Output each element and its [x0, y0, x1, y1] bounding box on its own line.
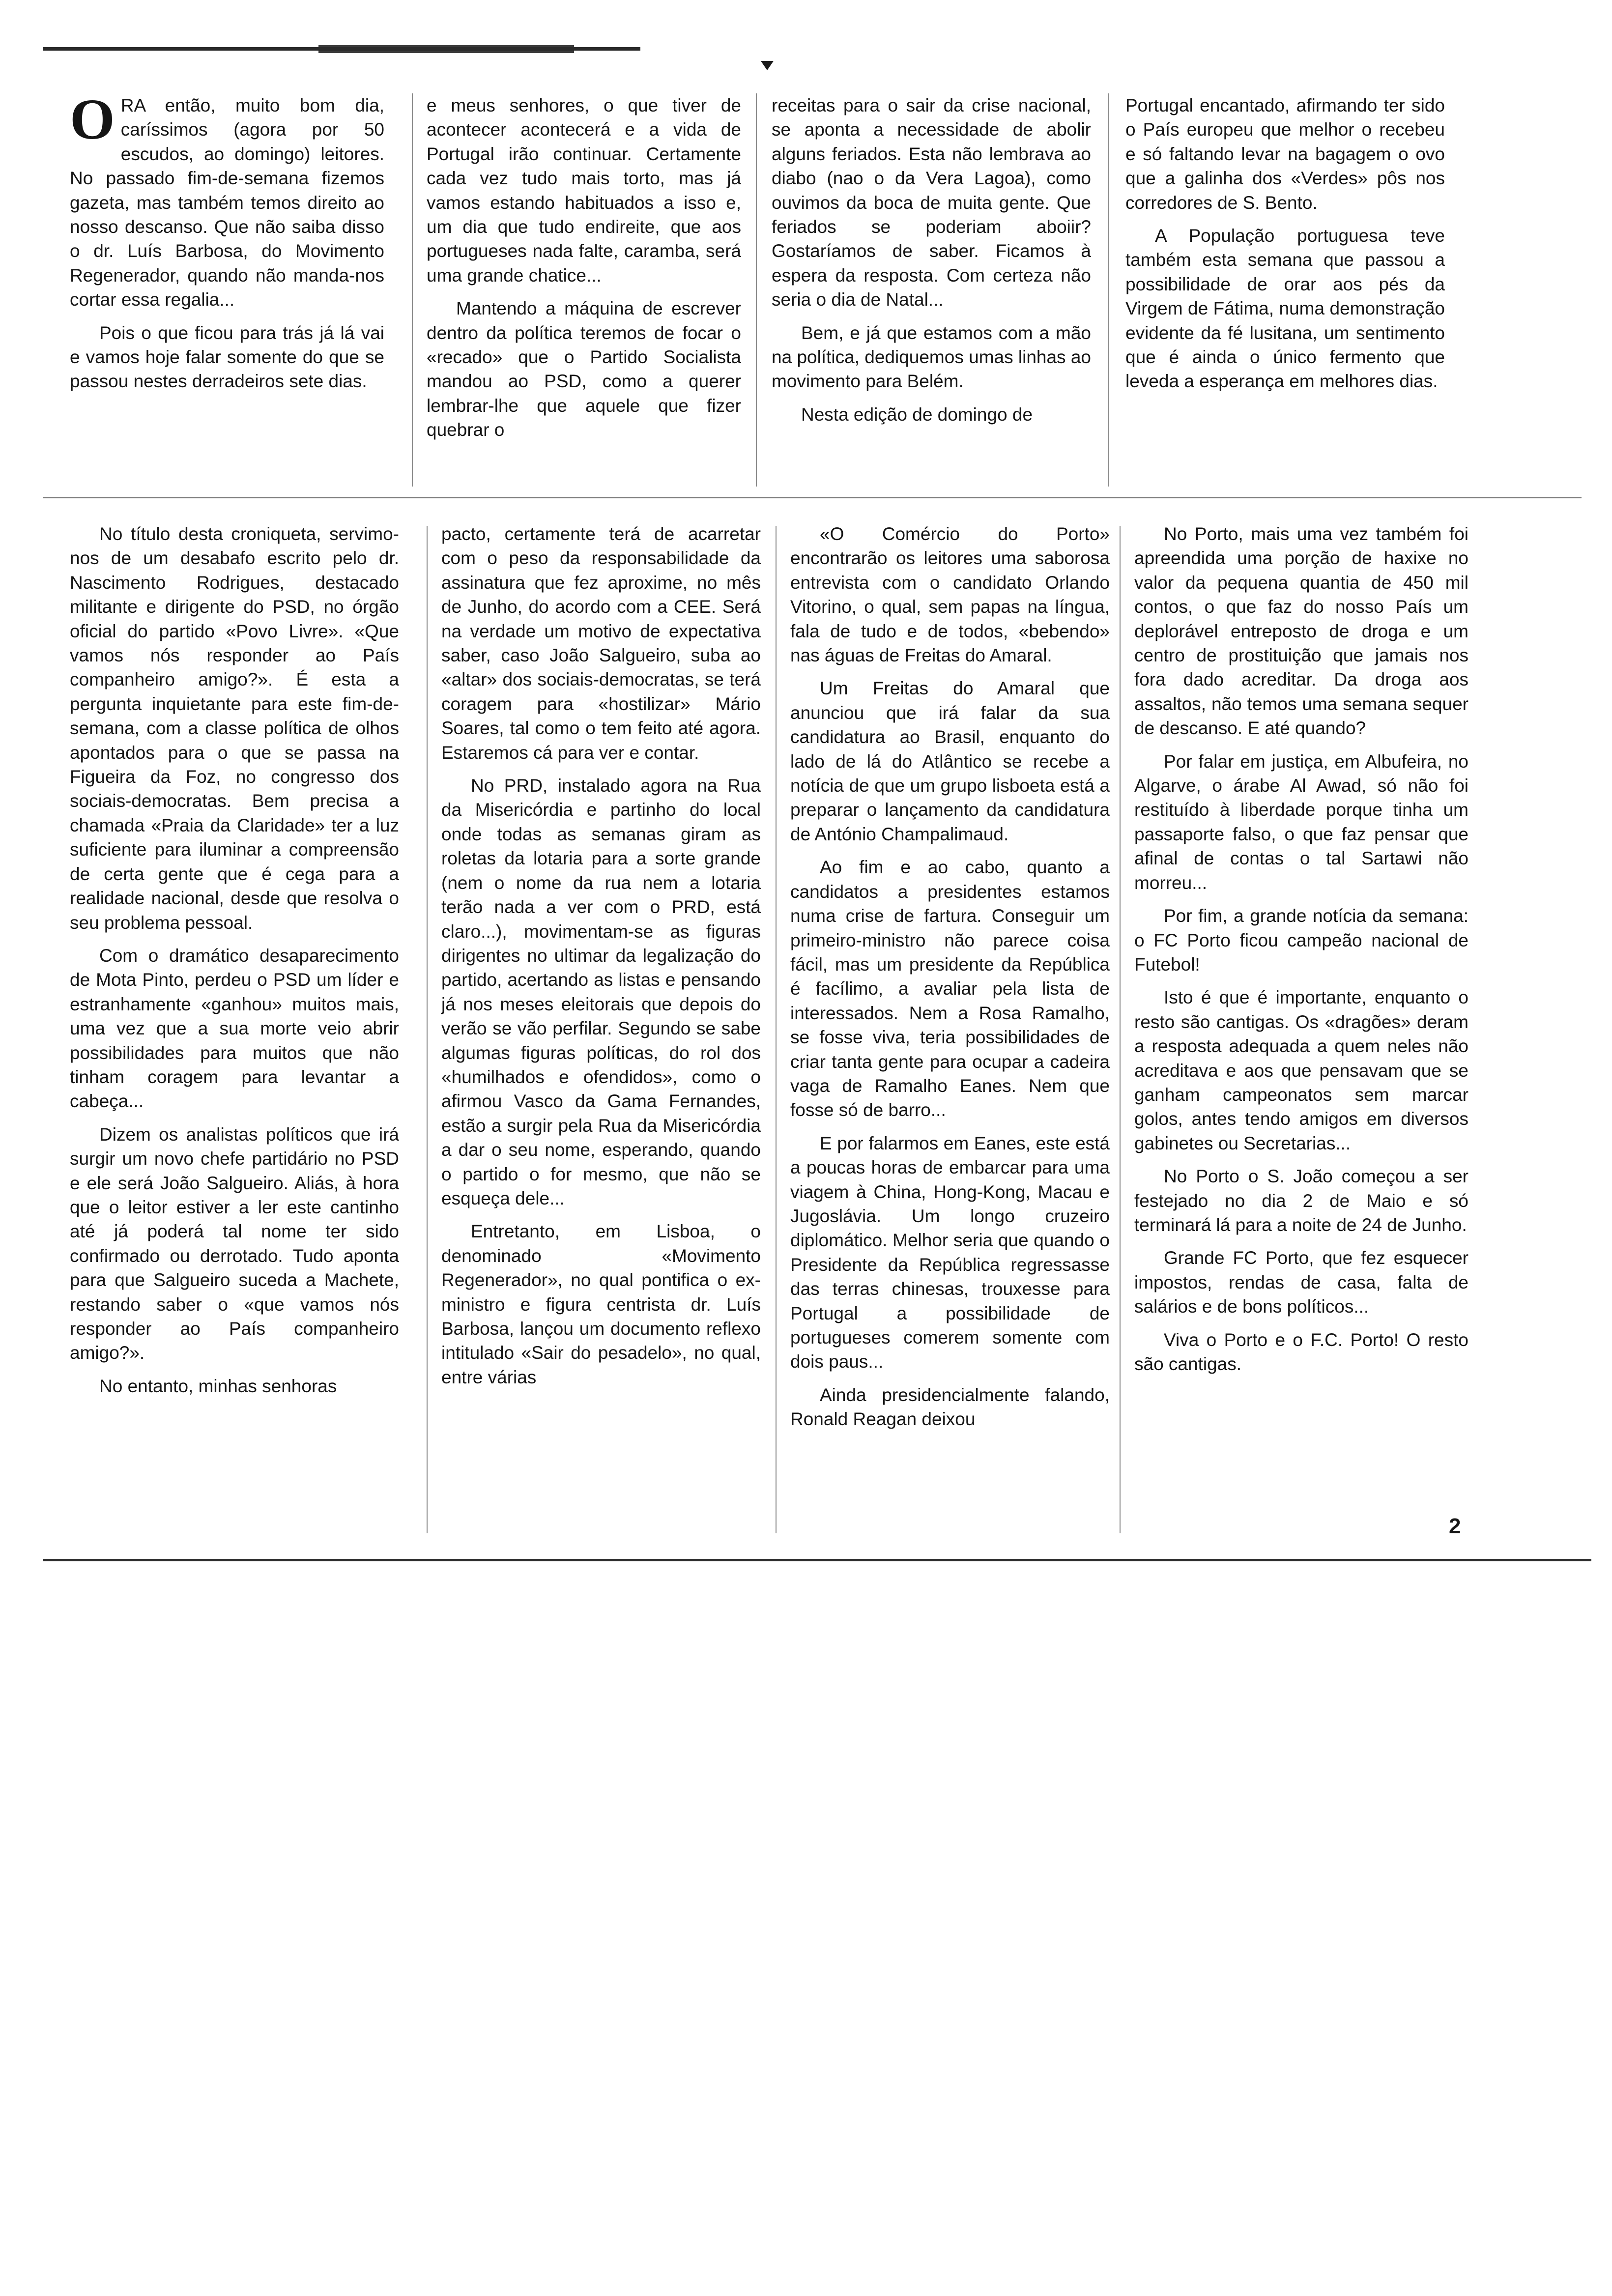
header-rule	[43, 45, 640, 53]
article-bottom-column-1	[70, 522, 399, 1398]
paragraph: Ainda presidencialmente falando, Ronald Reagan deixou	[790, 1384, 1110, 1430]
paragraph: Isto é que é importante, enquanto o resto são cantigas. Os «dragões» deram a resposta adequada a quem neles não acreditava e aos que pensavam que se ganham campeonatos sem marcar golos, antes tendo amigos em diversos gabinetes ou Secretarias...	[1134, 987, 1468, 1153]
paragraph: No entanto, minhas senhoras	[99, 1376, 337, 1396]
article-bottom-column-4	[1134, 522, 1468, 1376]
paragraph: e meus senhores, o que tiver de acontecer acontecerá e a vida de Portugal irão continuar. Certamente cada vez tudo mais torto, mas já vamos estando habituados a isso e, um dia que tudo endireite, que aos portugueses nada falte, caramba, será uma grande chatice...	[427, 95, 741, 286]
paragraph: E por falarmos em Eanes, este está a poucas horas de embarcar para uma viagem à China, Hong-Kong, Macau e Jugoslávia. Um longo cruzeiro diplomático. Melhor seria que quando o Presidente da República regressasse das terras chinesas, trouxesse para Portugal a possibilidade de portugueses comerem somente com dois paus...	[790, 1133, 1110, 1372]
paragraph: No Porto o S. João começou a ser festejado no dia 2 de Maio e só terminará lá para a noite de 24 de Junho.	[1134, 1166, 1468, 1235]
section-divider	[43, 497, 1582, 498]
paragraph: Grande FC Porto, que fez esquecer impostos, rendas de casa, falta de salários e de bons políticos...	[1134, 1248, 1468, 1317]
column-divider	[1120, 526, 1121, 1533]
footer-rule	[43, 1559, 1591, 1561]
paragraph: Portugal encantado, afirmando ter sido o País europeu que melhor o recebeu e só faltando levar na bagagem o ovo que a galinha dos «Verdes» pôs nos corredores de S. Bento.	[1125, 95, 1445, 213]
article-top-column-1	[70, 87, 384, 394]
paragraph: No PRD, instalado agora na Rua da Misericórdia e partinho do local onde todas as semanas giram as roletas da lotaria para a sorte grande (nem o nome da rua nem a lotaria terão nada a ver com o PRD, está claro...), movimentam-se as figuras dirigentes no ultimar da legalização do partido, acertando as listas e pensando já nos meses eleitorais que depois do verão se vão perfilar. Segundo se sabe algumas figuras políticas, do rol dos «humilhados e ofendidos», como o afirmou Vasco da Gama Fernandes, estão a surgir pela Rua da Misericórdia a dar o seu nome, esperando, quando o partido o for mesmo, que não se esqueça dele...	[441, 775, 761, 1208]
column-divider	[427, 526, 428, 1533]
column-marker-icon	[761, 61, 774, 70]
page-number: 2	[1449, 1514, 1461, 1538]
paragraph: A População portuguesa teve também esta semana que passou a possibilidade de orar aos pés da Virgem de Fátima, numa demonstração evidente da fé lusitana, um sentimento que é ainda o único fermento que leveda a esperança em melhores dias.	[1125, 226, 1445, 392]
column-divider	[776, 526, 777, 1533]
paragraph: Ao fim e ao cabo, quanto a candidatos a presidentes estamos numa crise de fartura. Conseguir um primeiro-ministro não parece coisa fácil, mas um presidente da República é facílimo, a avaliar pela lista de interessados. Nem a Rosa Ramalho, se fosse viva, teria possibilidades de criar tanta gente para ocupar a cadeira vaga de Ramalho Eanes. Nem que fosse só de barro...	[790, 857, 1110, 1120]
paragraph: Dizem os analistas políticos que irá surgir um novo chefe partidário no PSD e ele será João Salgueiro. Aliás, à hora que o leitor estiver a ler este cantinho até já poderá tal nome ter sido confirmado ou derrotado. Tudo aponta para que Salgueiro suceda a Machete, restando saber o «que vamos nós responder ao País companheiro amigo?».	[70, 1124, 399, 1363]
paragraph: Por fim, a grande notícia da semana: o FC Porto ficou campeão nacional de Futebol!	[1134, 906, 1468, 975]
article-bottom-column-3	[790, 522, 1110, 1432]
paragraph: Entretanto, em Lisboa, o denominado «Movimento Regenerador», no qual pontifica o ex-ministro e figura centrista dr. Luís Barbosa, lançou um documento reflexo intitulado «Sair do pesadelo», no qual, entre várias	[441, 1221, 761, 1387]
article-top-column-4	[1125, 93, 1445, 394]
paragraph: Por falar em justiça, em Albufeira, no Algarve, o árabe Al Awad, só não foi restituído à liberdade porque tinha um passaporte falso, o que faz pensar que afinal de contas o tal Sartawi não morreu...	[1134, 751, 1468, 893]
article-top-column-2	[427, 93, 741, 442]
paragraph: Com o dramático desaparecimento de Mota Pinto, perdeu o PSD um líder e estranhamente «ganhou» muitos mais, uma vez que a sua morte veio abrir possibilidades para muitos que não tinham coragem para levantar a cabeça...	[70, 945, 399, 1112]
column-divider	[756, 93, 757, 487]
column-divider	[412, 93, 413, 487]
paragraph: «O Comércio do Porto» encontrarão os leitores uma saborosa entrevista com o candidato Orlando Vitorino, o qual, sem papas na língua, fala de tudo e de todos, «bebendo» nas águas de Freitas do Amaral.	[790, 524, 1110, 666]
paragraph: No título desta croniqueta, servimo-nos de um desabafo escrito pelo dr. Nascimento Rodrigues, destacado militante e dirigente do PSD, no órgão oficial do partido «Povo Livre». «Que vamos nós responder ao País companheiro amigo?». É esta a pergunta inquietante para este fim-de-semana, com a classe política de olhos apontados para o que se passa na Figueira da Foz, no congresso dos sociais-democratas. Bem precisa a chamada «Praia da Claridade» ter a luz suficiente para iluminar a compreensão de certa gente que é cega para a realidade nacional, desde que resolva o seu problema pessoal.	[70, 524, 399, 933]
paragraph: Mantendo a máquina de escrever dentro da política teremos de focar o «recado» que o Partido Socialista mandou ao PSD, como a querer lembrar-lhe que aquele que fizer quebrar o	[427, 298, 741, 440]
paragraph: Viva o Porto e o F.C. Porto! O resto são cantigas.	[1134, 1329, 1468, 1374]
paragraph: receitas para o sair da crise nacional, se aponta a necessidade de abolir alguns feriados. Esta não lembrava ao diabo (nao o da Vera Lagoa), como ouvimos da boca de muita gente. Que feriados se poderiam aboiir? Gostaríamos de saber. Ficamos à espera da resposta. Com certeza não seria o dia de Natal...	[772, 95, 1091, 310]
paragraph: Um Freitas do Amaral que anunciou que irá falar da sua candidatura ao Brasil, enquanto do lado de lá do Atlântico se recebe a notícia de que um grupo lisboeta está a preparar o lançamento da candidatura de António Champalimaud.	[790, 678, 1110, 844]
paragraph: pacto, certamente terá de acarretar com o peso da responsabilidade da assinatura que fez aproxime, no mês de Junho, do acordo com a CEE. Será na verdade um motivo de expectativa saber, caso João Salgueiro, suba ao «altar» dos sociais-democratas, se terá coragem para «hostilizar» Mário Soares, tal como o tem feito até agora. Estaremos cá para ver e contar.	[441, 524, 761, 763]
column-divider	[1108, 93, 1109, 487]
drop-cap: O	[70, 87, 115, 151]
article-bottom-column-2	[441, 522, 761, 1389]
lead-paragraph: ORA então, muito bom dia, caríssimos (agora por 50 escudos, ao domingo) leitores. No passado fim-de-semana fizemos gazeta, mas também temos direito ao nosso descanso. Que não saiba disso o dr. Luís Barbosa, do Movimento Regenerador, quando não manda-nos cortar essa regalia...	[70, 87, 384, 310]
paragraph: Nesta edição de domingo de	[801, 404, 1033, 425]
article-top-column-3	[772, 93, 1091, 427]
paragraph: Bem, e já que estamos com a mão na política, dediquemos umas linhas ao movimento para Belém.	[772, 322, 1091, 392]
paragraph: No Porto, mais uma vez também foi apreendida uma porção de haxixe no valor da pequena quantia de 450 mil contos, o que faz do nosso País um deplorável entreposto de droga e um centro de prostituição que jamais nos fora dado acreditar. Da droga aos assaltos, não temos uma semana sequer de descanso. E até quando?	[1134, 524, 1468, 739]
paragraph: Pois o que ficou para trás já lá vai e vamos hoje falar somente do que se passou nestes derradeiros sete dias.	[70, 322, 384, 392]
